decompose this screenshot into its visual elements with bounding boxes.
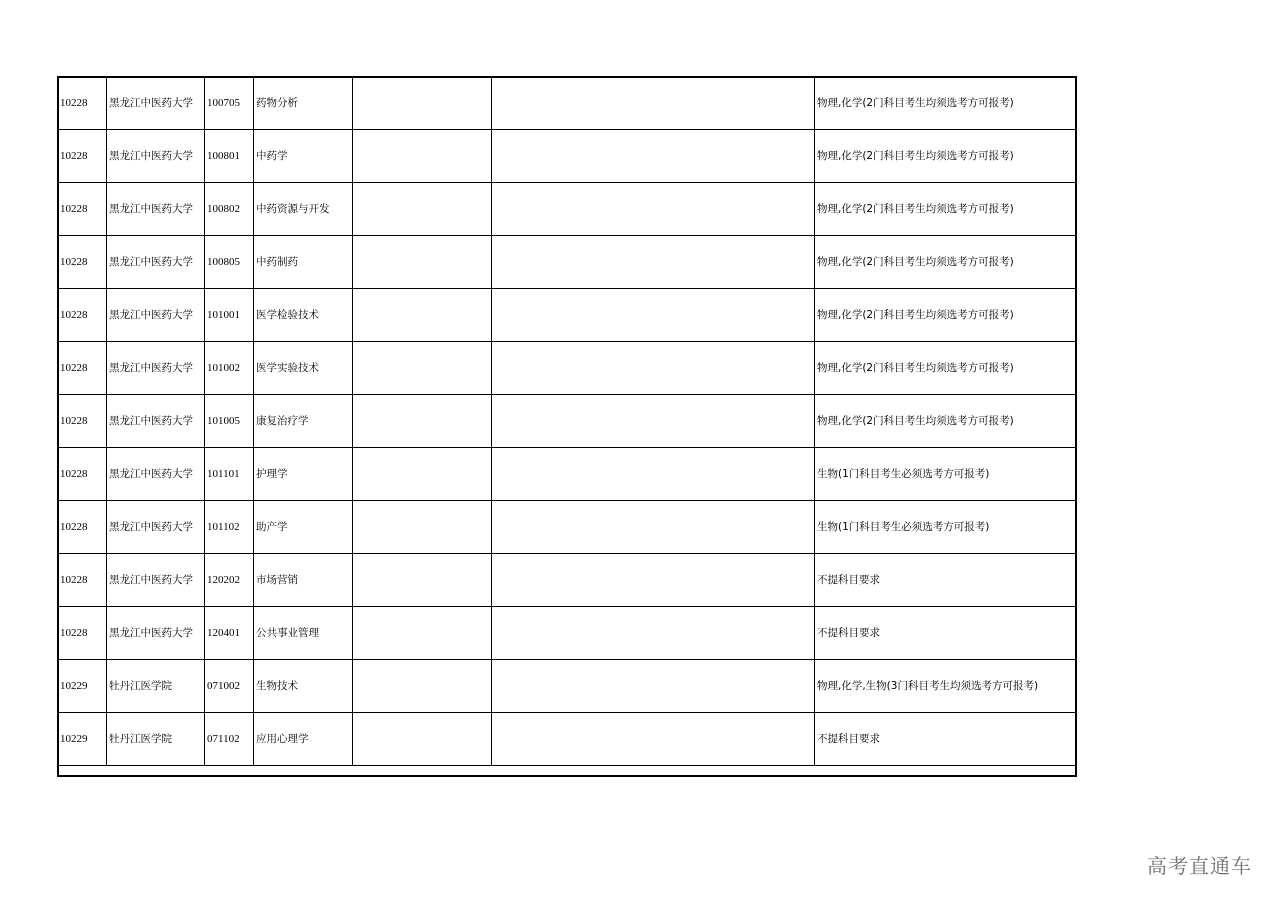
cell-major-name: 公共事业管理 [254, 607, 353, 660]
cell-subject-requirement: 生物(1门科目考生必须选考方可报考) [815, 501, 1076, 554]
cell-subject-requirement: 物理,化学(2门科目考生均须选考方可报考) [815, 130, 1076, 183]
cell-major-code: 120202 [205, 554, 254, 607]
cell-school-name: 黑龙江中医药大学 [107, 342, 205, 395]
cell-major-name: 医学实验技术 [254, 342, 353, 395]
cell-major-code: 100801 [205, 130, 254, 183]
cell-school-code: 10228 [58, 395, 107, 448]
cell-major-code: 071002 [205, 660, 254, 713]
table-body [58, 77, 1076, 766]
cell-major-name: 生物技术 [254, 660, 353, 713]
table-row [58, 183, 1076, 236]
cell-school-code: 10228 [58, 236, 107, 289]
cell-school-name: 黑龙江中医药大学 [107, 183, 205, 236]
cell-blank-2 [492, 713, 815, 766]
cell-major-code: 071102 [205, 713, 254, 766]
cell-blank-1 [353, 183, 492, 236]
cell-school-code: 10228 [58, 554, 107, 607]
cell-blank-1 [353, 395, 492, 448]
cell-subject-requirement: 物理,化学,生物(3门科目考生均须选考方可报考) [815, 660, 1076, 713]
cell-major-name: 市场营销 [254, 554, 353, 607]
cell-major-name: 中药制药 [254, 236, 353, 289]
table-row [58, 130, 1076, 183]
cell-blank-2 [492, 77, 815, 130]
cell-blank-2 [492, 660, 815, 713]
cell-major-code: 100802 [205, 183, 254, 236]
cell-major-code: 101001 [205, 289, 254, 342]
cell-major-code: 101102 [205, 501, 254, 554]
table-row [58, 236, 1076, 289]
cell-blank-1 [353, 236, 492, 289]
cell-blank-1 [353, 289, 492, 342]
cell-major-name: 应用心理学 [254, 713, 353, 766]
cell-blank-1 [353, 554, 492, 607]
cell-subject-requirement: 物理,化学(2门科目考生均须选考方可报考) [815, 236, 1076, 289]
cell-school-code: 10228 [58, 183, 107, 236]
cell-subject-requirement: 物理,化学(2门科目考生均须选考方可报考) [815, 183, 1076, 236]
table-row [58, 342, 1076, 395]
cell-subject-requirement: 不提科目要求 [815, 607, 1076, 660]
cell-blank-1 [353, 448, 492, 501]
subject-requirements-table [57, 76, 1076, 766]
cell-school-code: 10229 [58, 660, 107, 713]
cell-subject-requirement: 不提科目要求 [815, 554, 1076, 607]
cell-subject-requirement: 生物(1门科目考生必须选考方可报考) [815, 448, 1076, 501]
watermark-text: 高考直通车 [1147, 854, 1252, 878]
cell-major-name: 康复治疗学 [254, 395, 353, 448]
cell-school-name: 牡丹江医学院 [107, 713, 205, 766]
table-row [58, 660, 1076, 713]
cell-blank-2 [492, 607, 815, 660]
cell-school-name: 黑龙江中医药大学 [107, 554, 205, 607]
cell-blank-2 [492, 183, 815, 236]
cell-major-code: 101101 [205, 448, 254, 501]
cell-school-name: 黑龙江中医药大学 [107, 448, 205, 501]
cell-school-code: 10228 [58, 289, 107, 342]
cell-blank-1 [353, 501, 492, 554]
cell-blank-1 [353, 342, 492, 395]
cell-blank-1 [353, 713, 492, 766]
cell-subject-requirement: 不提科目要求 [815, 713, 1076, 766]
cell-school-code: 10228 [58, 342, 107, 395]
cell-blank-1 [353, 130, 492, 183]
table-row [58, 77, 1076, 130]
cell-blank-2 [492, 501, 815, 554]
cell-school-name: 黑龙江中医药大学 [107, 501, 205, 554]
cell-blank-2 [492, 289, 815, 342]
cell-major-code: 120401 [205, 607, 254, 660]
cell-blank-2 [492, 395, 815, 448]
table-row [58, 448, 1076, 501]
table-row [58, 395, 1076, 448]
cell-major-code: 101002 [205, 342, 254, 395]
cell-school-name: 黑龙江中医药大学 [107, 130, 205, 183]
cell-school-code: 10228 [58, 130, 107, 183]
cell-major-code: 101005 [205, 395, 254, 448]
cell-school-code: 10228 [58, 607, 107, 660]
cell-major-code: 100705 [205, 77, 254, 130]
cell-major-name: 助产学 [254, 501, 353, 554]
table-row [58, 554, 1076, 607]
table-row [58, 501, 1076, 554]
cell-blank-1 [353, 77, 492, 130]
cell-school-code: 10228 [58, 448, 107, 501]
cell-school-name: 黑龙江中医药大学 [107, 236, 205, 289]
cell-major-name: 中药资源与开发 [254, 183, 353, 236]
cell-blank-2 [492, 554, 815, 607]
cell-subject-requirement: 物理,化学(2门科目考生均须选考方可报考) [815, 395, 1076, 448]
cell-major-name: 护理学 [254, 448, 353, 501]
cell-school-name: 黑龙江中医药大学 [107, 77, 205, 130]
cell-subject-requirement: 物理,化学(2门科目考生均须选考方可报考) [815, 289, 1076, 342]
cell-major-name: 医学检验技术 [254, 289, 353, 342]
cell-blank-1 [353, 660, 492, 713]
cell-blank-2 [492, 236, 815, 289]
cell-major-name: 药物分析 [254, 77, 353, 130]
cell-blank-2 [492, 342, 815, 395]
cell-school-name: 黑龙江中医药大学 [107, 395, 205, 448]
table-row [58, 289, 1076, 342]
cell-school-code: 10229 [58, 713, 107, 766]
table-row [58, 713, 1076, 766]
cell-school-name: 黑龙江中医药大学 [107, 289, 205, 342]
cell-school-name: 黑龙江中医药大学 [107, 607, 205, 660]
cell-school-code: 10228 [58, 77, 107, 130]
cell-subject-requirement: 物理,化学(2门科目考生均须选考方可报考) [815, 342, 1076, 395]
cell-school-code: 10228 [58, 501, 107, 554]
cell-blank-1 [353, 607, 492, 660]
cell-subject-requirement: 物理,化学(2门科目考生均须选考方可报考) [815, 77, 1076, 130]
cell-school-name: 牡丹江医学院 [107, 660, 205, 713]
cell-major-name: 中药学 [254, 130, 353, 183]
table-row [58, 607, 1076, 660]
cell-major-code: 100805 [205, 236, 254, 289]
cell-blank-2 [492, 448, 815, 501]
cell-blank-2 [492, 130, 815, 183]
